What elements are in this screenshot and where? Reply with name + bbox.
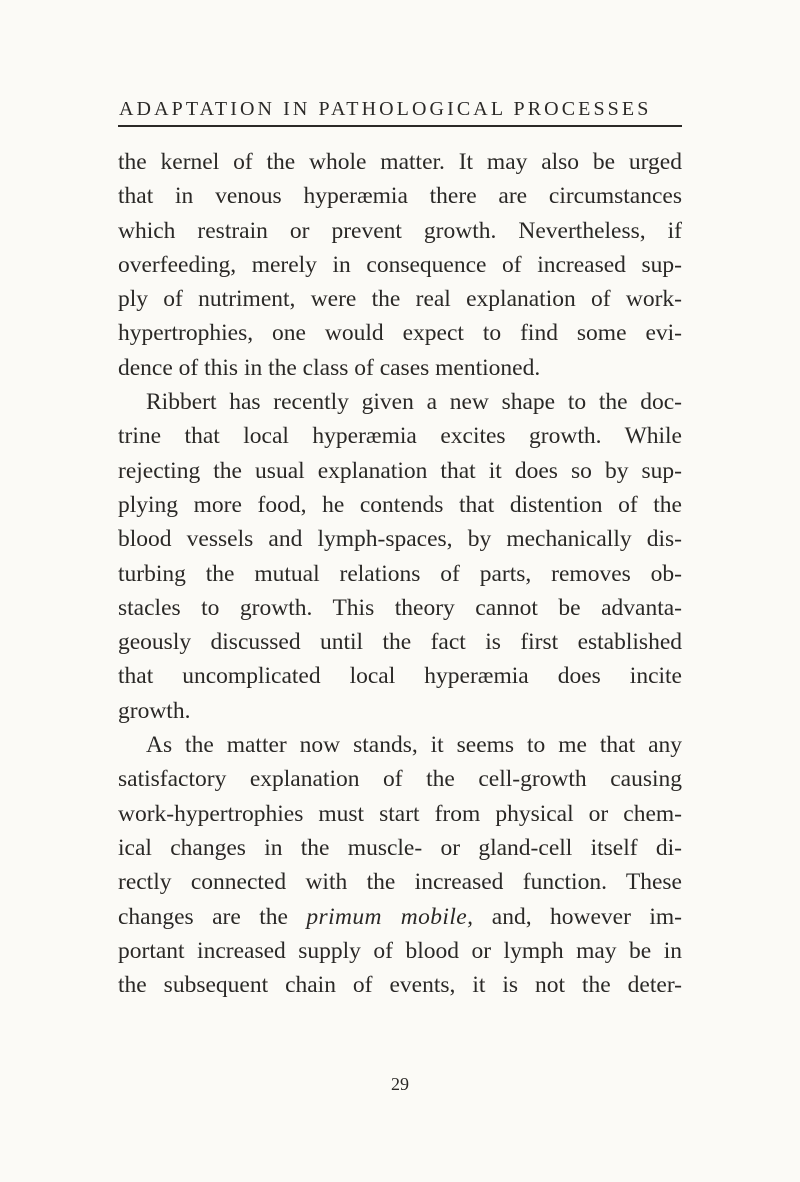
text-line: rectly connected with the increased function. These <box>118 869 682 896</box>
text-line: ply of nutriment, were the real explanation of work- <box>118 286 682 313</box>
text-line: hypertrophies, one would expect to find some evi- <box>118 320 682 347</box>
body-text <box>118 145 682 1002</box>
text-line: growth. <box>118 697 191 724</box>
page-number: 29 <box>391 1074 409 1094</box>
text-line: overfeeding, merely in consequence of increased sup- <box>118 251 682 278</box>
text-line: turbing the mutual relations of parts, removes ob- <box>118 560 682 587</box>
line-text: and, however im- <box>473 903 682 930</box>
text-line: satisfactory explanation of the cell-growth causing <box>118 766 682 793</box>
text-line: which restrain or prevent growth. Nevertheless, if <box>118 217 682 244</box>
text-line: ical changes in the muscle- or gland-cell itself di- <box>118 834 682 861</box>
text-line: that uncomplicated local hyperæmia does incite <box>118 663 682 690</box>
italic-phrase: primum mobile, <box>306 903 474 930</box>
text-line: dence of this in the class of cases mentioned. <box>118 354 541 381</box>
text-line: rejecting the usual explanation that it does so by sup- <box>118 457 682 484</box>
text-line: the subsequent chain of events, it is not the deter- <box>118 972 682 999</box>
text-line: blood vessels and lymph-spaces, by mechanically dis- <box>118 526 682 553</box>
text-line-italic <box>118 900 682 934</box>
header-rule <box>118 125 682 127</box>
text-line: portant increased supply of blood or lymph may be in <box>118 937 682 964</box>
text-line: geously discussed until the fact is first established <box>118 629 682 656</box>
running-head: ADAPTATION IN PATHOLOGICAL PROCESSES <box>119 98 652 120</box>
text-line: plying more food, he contends that distention of the <box>118 491 682 518</box>
text-line: the kernel of the whole matter. It may also be urged <box>118 149 682 175</box>
line-text: changes are the <box>118 903 307 930</box>
text-line: work-hypertrophies must start from physical or chem- <box>118 800 682 827</box>
text-line: trine that local hyperæmia excites growth. While <box>118 423 682 450</box>
text-line: stacles to growth. This theory cannot be advanta- <box>118 594 682 621</box>
text-line: that in venous hyperæmia there are circumstances <box>118 183 682 210</box>
text-line: As the matter now stands, it seems to me that any <box>146 732 682 759</box>
text-line: Ribbert has recently given a new shape to the doc- <box>146 389 682 416</box>
